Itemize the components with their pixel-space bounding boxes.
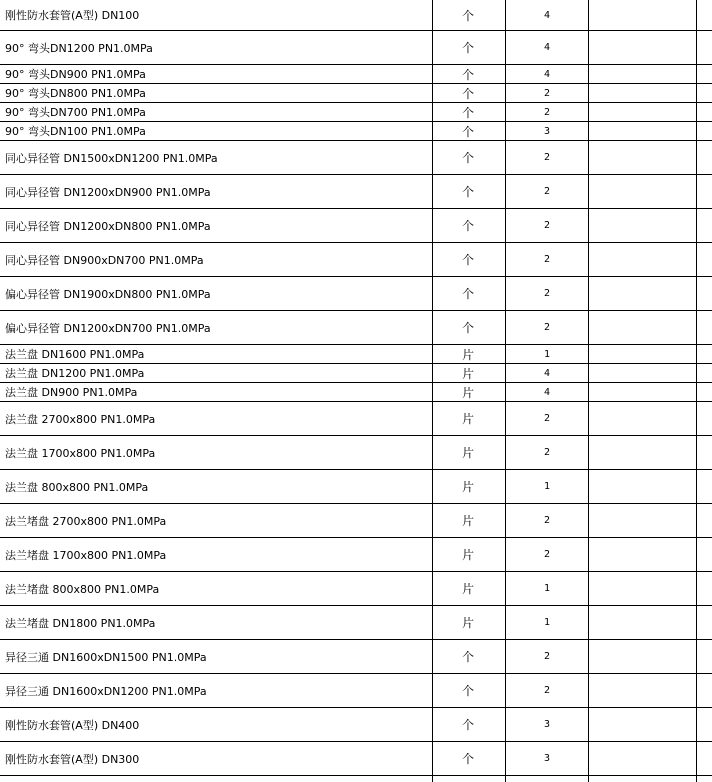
empty-cell[interactable] <box>697 708 712 741</box>
table-row <box>0 345 712 364</box>
item-name-cell[interactable]: 法兰堵盘 1700x800 PN1.0MPa <box>0 538 433 571</box>
empty-cell[interactable] <box>589 538 697 571</box>
empty-cell[interactable] <box>697 402 712 435</box>
unit-cell[interactable]: 片 <box>433 606 506 639</box>
quantity-cell[interactable]: 1 <box>506 572 589 605</box>
unit-cell[interactable]: 片 <box>433 383 506 401</box>
unit-cell[interactable]: 个 <box>433 209 506 242</box>
empty-cell[interactable] <box>589 175 697 208</box>
unit-cell[interactable]: 个 <box>433 31 506 64</box>
empty-cell[interactable] <box>589 640 697 673</box>
item-name-cell[interactable]: 法兰盘 DN1200 PN1.0MPa <box>0 364 433 382</box>
item-name-cell[interactable]: 偏心异径管 DN1900xDN800 PN1.0MPa <box>0 277 433 310</box>
table-row <box>0 708 712 742</box>
table-row <box>0 572 712 606</box>
quantity-cell[interactable]: 2 <box>506 209 589 242</box>
empty-cell[interactable] <box>589 345 697 363</box>
item-name-cell[interactable]: 刚性防水套管(A型) DN300 <box>0 742 433 775</box>
quantity-cell[interactable]: 2 <box>506 243 589 276</box>
empty-cell[interactable] <box>589 708 697 741</box>
empty-cell[interactable] <box>589 65 697 83</box>
item-name-cell[interactable]: 同心异径管 DN1500xDN1200 PN1.0MPa <box>0 141 433 174</box>
empty-cell[interactable] <box>697 31 712 64</box>
empty-cell[interactable] <box>589 311 697 344</box>
empty-cell[interactable] <box>589 31 697 64</box>
quantity-cell[interactable]: 2 <box>506 402 589 435</box>
empty-cell[interactable] <box>589 0 697 30</box>
table-row <box>0 243 712 277</box>
quantity-cell[interactable]: 2 <box>506 436 589 469</box>
quantity-cell[interactable]: 4 <box>506 65 589 83</box>
empty-cell[interactable] <box>697 345 712 363</box>
quantity-cell[interactable]: 1 <box>506 345 589 363</box>
unit-cell[interactable]: 个 <box>433 277 506 310</box>
empty-cell[interactable] <box>697 84 712 102</box>
unit-cell[interactable]: 片 <box>433 402 506 435</box>
quantity-cell[interactable]: 2 <box>506 311 589 344</box>
item-name-cell[interactable]: 90° 弯头DN900 PN1.0MPa <box>0 65 433 83</box>
unit-cell[interactable]: 个 <box>433 640 506 673</box>
empty-cell[interactable] <box>506 776 589 782</box>
empty-cell[interactable] <box>697 538 712 571</box>
table-row <box>0 436 712 470</box>
unit-cell[interactable]: 片 <box>433 538 506 571</box>
empty-cell[interactable] <box>697 572 712 605</box>
empty-cell[interactable] <box>697 311 712 344</box>
empty-cell[interactable] <box>697 122 712 140</box>
empty-cell[interactable] <box>697 640 712 673</box>
quantity-cell[interactable]: 4 <box>506 0 589 30</box>
item-name-cell[interactable]: 法兰盘 1700x800 PN1.0MPa <box>0 436 433 469</box>
empty-cell[interactable] <box>697 436 712 469</box>
item-name-cell[interactable]: 法兰盘 DN1600 PN1.0MPa <box>0 345 433 363</box>
quantity-cell[interactable]: 2 <box>506 141 589 174</box>
item-name-cell[interactable]: 法兰堵盘 800x800 PN1.0MPa <box>0 572 433 605</box>
unit-cell[interactable]: 个 <box>433 0 506 30</box>
unit-cell[interactable]: 个 <box>433 84 506 102</box>
empty-cell[interactable] <box>697 606 712 639</box>
item-name-cell[interactable]: 90° 弯头DN700 PN1.0MPa <box>0 103 433 121</box>
quantity-cell[interactable]: 2 <box>506 175 589 208</box>
table-row <box>0 606 712 640</box>
table-row <box>0 122 712 141</box>
empty-cell[interactable] <box>589 504 697 537</box>
unit-cell[interactable]: 个 <box>433 103 506 121</box>
empty-cell[interactable] <box>589 776 697 782</box>
item-name-cell[interactable]: 90° 弯头DN800 PN1.0MPa <box>0 84 433 102</box>
unit-cell[interactable]: 片 <box>433 504 506 537</box>
unit-cell[interactable]: 个 <box>433 175 506 208</box>
empty-cell[interactable] <box>697 470 712 503</box>
empty-cell[interactable] <box>589 84 697 102</box>
empty-cell[interactable] <box>589 674 697 707</box>
empty-cell[interactable] <box>697 277 712 310</box>
table-row <box>0 0 712 31</box>
empty-cell[interactable] <box>589 364 697 382</box>
table-row <box>0 175 712 209</box>
empty-cell[interactable] <box>589 141 697 174</box>
empty-cell[interactable] <box>589 470 697 503</box>
table-row <box>0 470 712 504</box>
unit-cell[interactable]: 片 <box>433 572 506 605</box>
item-name-cell[interactable]: 90° 弯头DN100 PN1.0MPa <box>0 122 433 140</box>
table-row <box>0 640 712 674</box>
empty-cell[interactable] <box>589 383 697 401</box>
unit-cell[interactable]: 个 <box>433 708 506 741</box>
empty-cell[interactable] <box>697 364 712 382</box>
quantity-cell[interactable]: 4 <box>506 31 589 64</box>
item-name-cell[interactable]: 偏心异径管 DN1200xDN700 PN1.0MPa <box>0 311 433 344</box>
quantity-cell[interactable]: 2 <box>506 103 589 121</box>
quantity-cell[interactable]: 3 <box>506 122 589 140</box>
empty-cell[interactable] <box>589 243 697 276</box>
item-name-cell[interactable]: 异径三通 DN1600xDN1200 PN1.0MPa <box>0 674 433 707</box>
quantity-cell[interactable]: 2 <box>506 84 589 102</box>
quantity-cell[interactable]: 2 <box>506 674 589 707</box>
item-name-cell[interactable]: 法兰盘 800x800 PN1.0MPa <box>0 470 433 503</box>
unit-cell[interactable]: 个 <box>433 243 506 276</box>
item-name-cell[interactable]: 同心异径管 DN900xDN700 PN1.0MPa <box>0 243 433 276</box>
table-row <box>0 209 712 243</box>
quantity-cell[interactable]: 1 <box>506 470 589 503</box>
item-name-cell[interactable]: 同心异径管 DN1200xDN800 PN1.0MPa <box>0 209 433 242</box>
unit-cell[interactable]: 个 <box>433 141 506 174</box>
empty-cell[interactable] <box>589 103 697 121</box>
quantity-cell[interactable]: 1 <box>506 606 589 639</box>
empty-cell[interactable] <box>589 277 697 310</box>
quantity-cell[interactable]: 3 <box>506 708 589 741</box>
table-row <box>0 402 712 436</box>
item-name-cell[interactable]: 刚性防水套管(A型) DN400 <box>0 708 433 741</box>
item-name-cell[interactable]: 90° 弯头DN1200 PN1.0MPa <box>0 31 433 64</box>
unit-cell[interactable]: 个 <box>433 674 506 707</box>
unit-cell[interactable]: 个 <box>433 122 506 140</box>
table-row <box>0 383 712 402</box>
table-row <box>0 674 712 708</box>
quantity-cell[interactable]: 4 <box>506 383 589 401</box>
empty-cell[interactable] <box>589 606 697 639</box>
table-row-partial <box>0 776 712 782</box>
unit-cell[interactable]: 个 <box>433 311 506 344</box>
empty-cell[interactable] <box>589 572 697 605</box>
quantity-cell[interactable]: 4 <box>506 364 589 382</box>
empty-cell[interactable] <box>589 742 697 775</box>
unit-cell[interactable]: 片 <box>433 436 506 469</box>
table-row <box>0 84 712 103</box>
empty-cell[interactable] <box>589 402 697 435</box>
empty-cell[interactable] <box>697 383 712 401</box>
quantity-cell[interactable]: 3 <box>506 742 589 775</box>
empty-cell[interactable] <box>0 776 433 782</box>
empty-cell[interactable] <box>697 65 712 83</box>
table-row <box>0 311 712 345</box>
unit-cell[interactable]: 片 <box>433 345 506 363</box>
table-row <box>0 141 712 175</box>
empty-cell[interactable] <box>697 0 712 30</box>
empty-cell[interactable] <box>589 209 697 242</box>
empty-cell[interactable] <box>433 776 506 782</box>
empty-cell[interactable] <box>697 103 712 121</box>
empty-cell[interactable] <box>697 209 712 242</box>
table-row <box>0 31 712 65</box>
quantity-cell[interactable]: 2 <box>506 640 589 673</box>
empty-cell[interactable] <box>589 436 697 469</box>
empty-cell[interactable] <box>697 742 712 775</box>
item-name-cell[interactable]: 同心异径管 DN1200xDN900 PN1.0MPa <box>0 175 433 208</box>
table-row <box>0 538 712 572</box>
empty-cell[interactable] <box>697 141 712 174</box>
item-name-cell[interactable]: 法兰盘 DN900 PN1.0MPa <box>0 383 433 401</box>
unit-cell[interactable]: 个 <box>433 742 506 775</box>
empty-cell[interactable] <box>697 674 712 707</box>
empty-cell[interactable] <box>697 504 712 537</box>
table-row <box>0 504 712 538</box>
unit-cell[interactable]: 个 <box>433 65 506 83</box>
table-row <box>0 65 712 84</box>
unit-cell[interactable]: 片 <box>433 364 506 382</box>
table-row <box>0 103 712 122</box>
table-row <box>0 742 712 776</box>
quantity-cell[interactable]: 2 <box>506 504 589 537</box>
empty-cell[interactable] <box>589 122 697 140</box>
empty-cell[interactable] <box>697 776 712 782</box>
quantity-cell[interactable]: 2 <box>506 538 589 571</box>
quantity-cell[interactable]: 2 <box>506 277 589 310</box>
item-name-cell[interactable]: 法兰盘 2700x800 PN1.0MPa <box>0 402 433 435</box>
empty-cell[interactable] <box>697 243 712 276</box>
item-name-cell[interactable]: 法兰堵盘 2700x800 PN1.0MPa <box>0 504 433 537</box>
empty-cell[interactable] <box>697 175 712 208</box>
unit-cell[interactable]: 片 <box>433 470 506 503</box>
item-name-cell[interactable]: 刚性防水套管(A型) DN100 <box>0 0 433 30</box>
item-name-cell[interactable]: 法兰堵盘 DN1800 PN1.0MPa <box>0 606 433 639</box>
table-row <box>0 277 712 311</box>
table-row <box>0 364 712 383</box>
item-name-cell[interactable]: 异径三通 DN1600xDN1500 PN1.0MPa <box>0 640 433 673</box>
